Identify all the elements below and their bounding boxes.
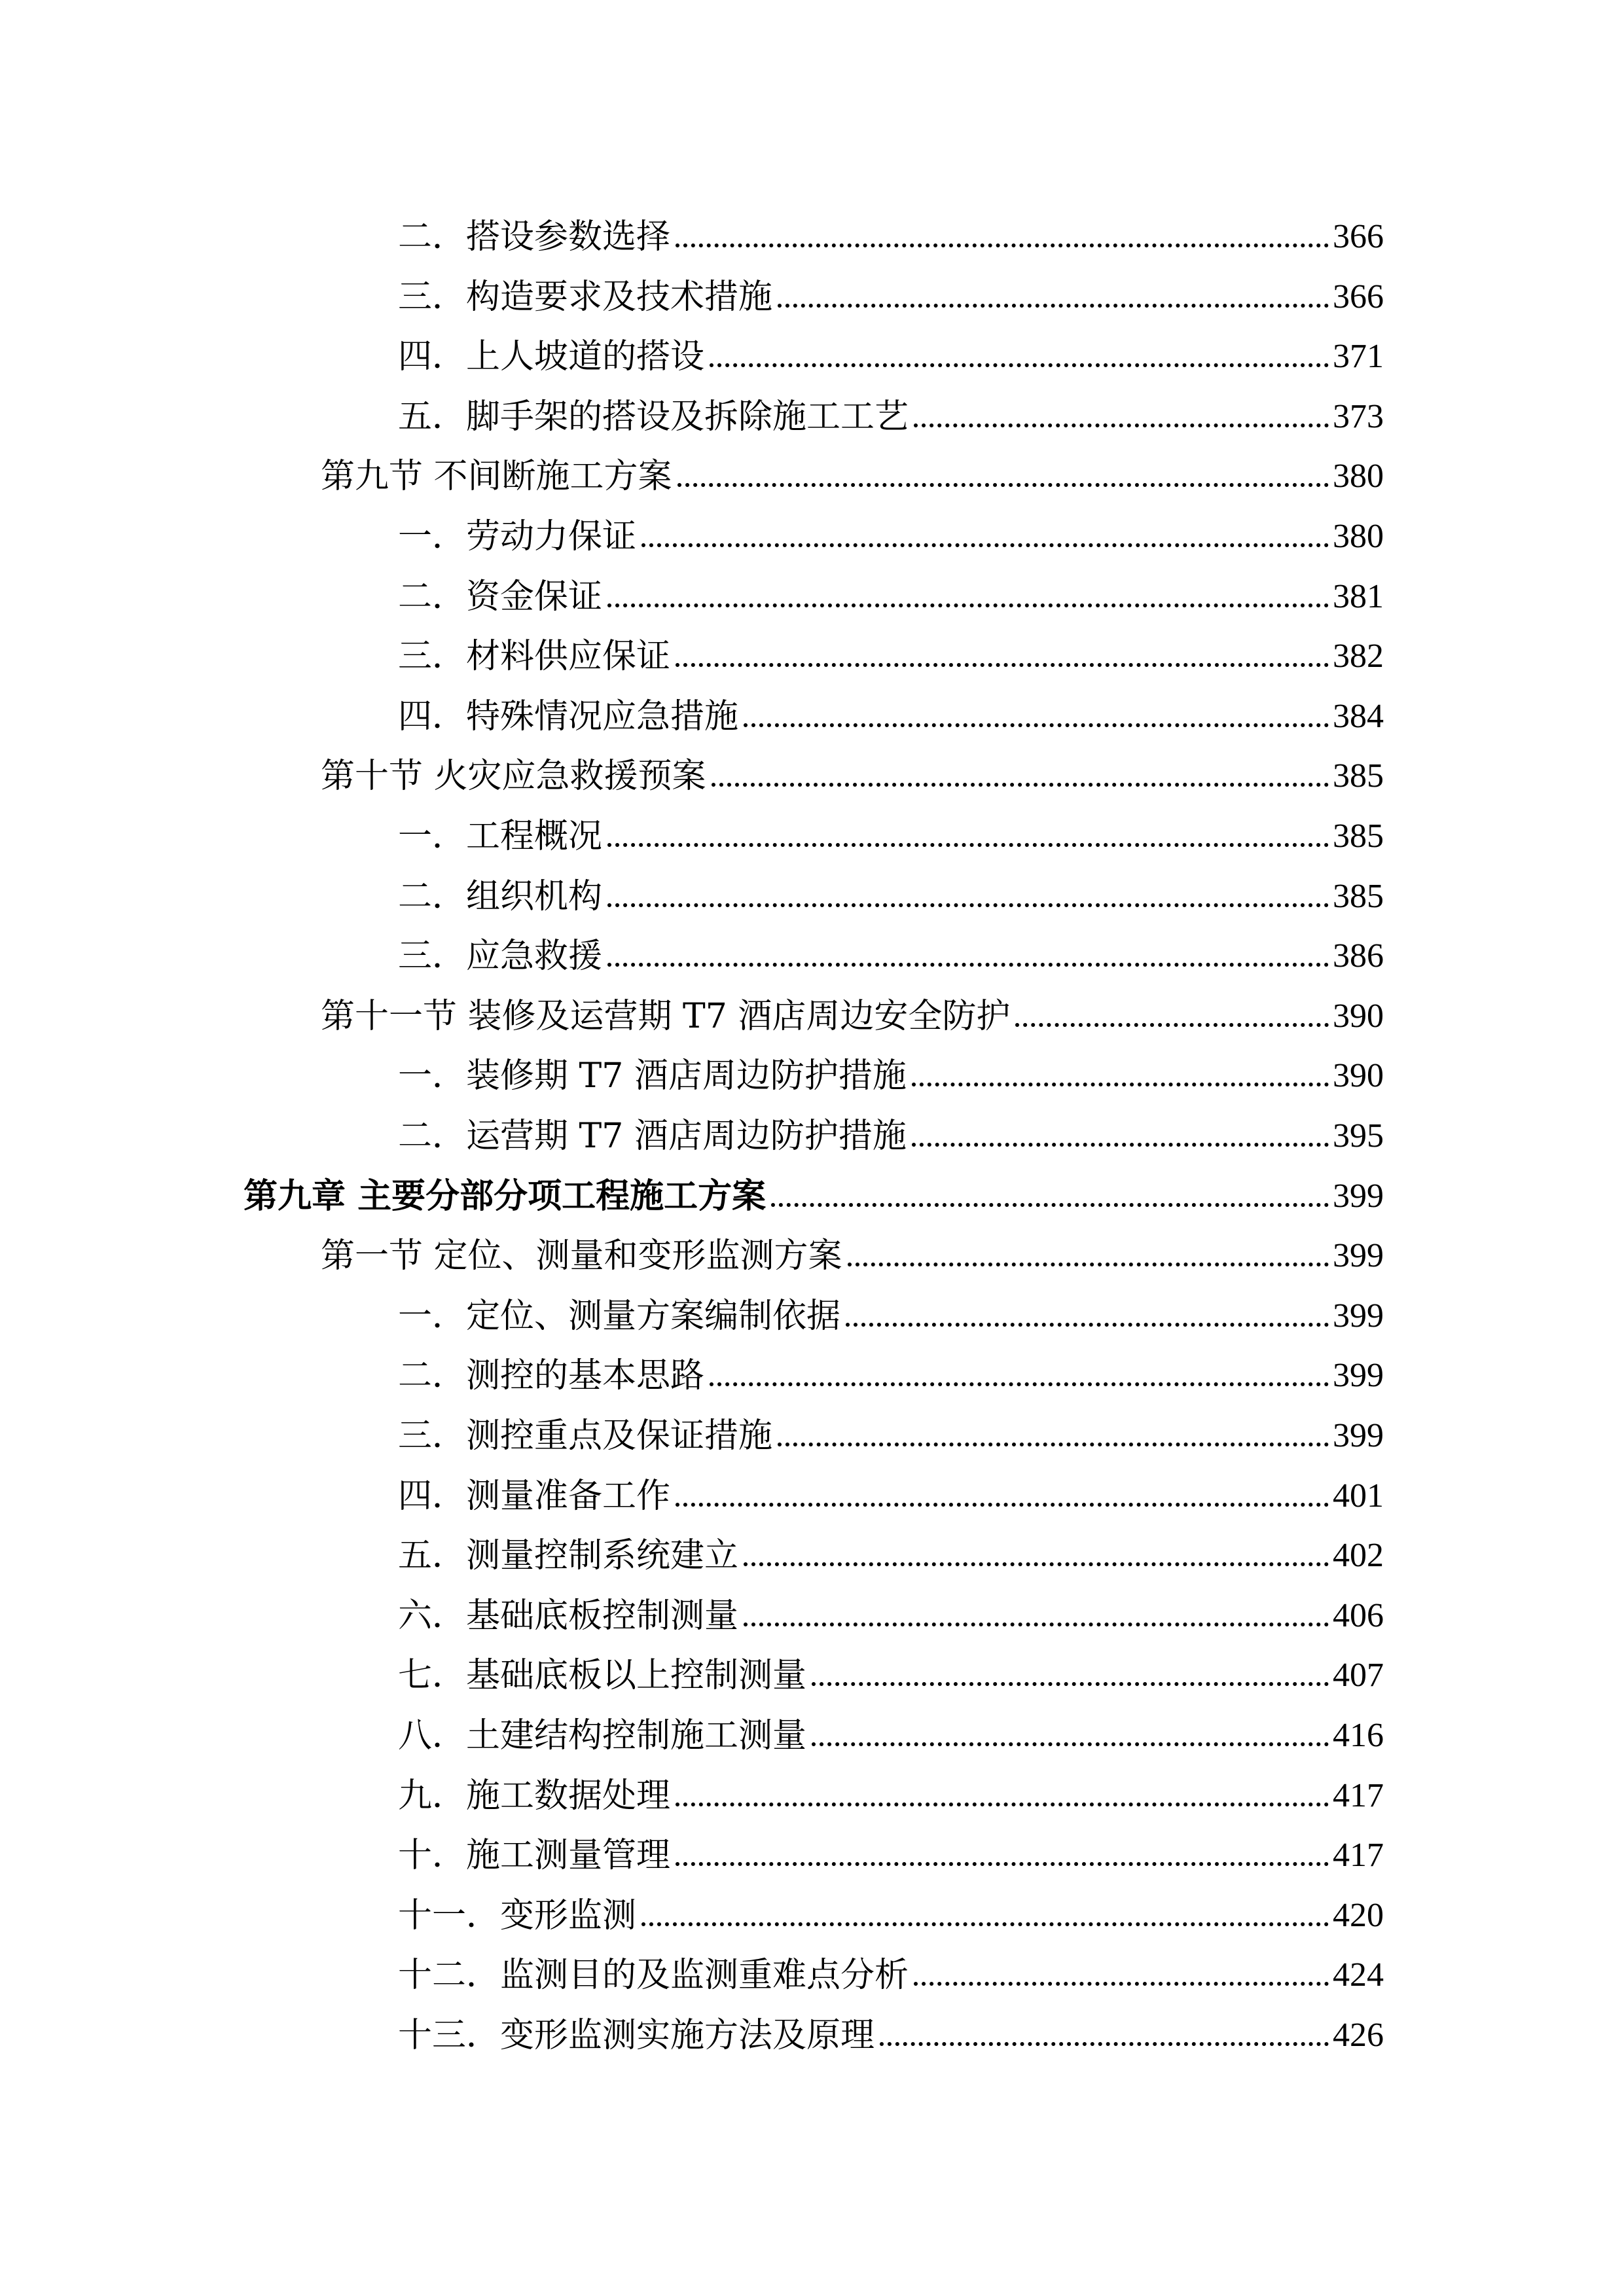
toc-subsection-entry[interactable] — [398, 1342, 1384, 1402]
toc-dot-leader — [710, 1382, 1329, 1386]
toc-dot-leader — [914, 423, 1329, 427]
toc-entry-title: 三．测控重点及保证措施 — [398, 1416, 773, 1456]
toc-entry-title: 第九章 主要分部分项工程施工方案 — [244, 1176, 767, 1216]
toc-subsection-entry[interactable] — [398, 1762, 1384, 1822]
toc-dot-leader — [710, 363, 1329, 367]
toc-page-number: 407 — [1333, 1657, 1384, 1695]
toc-page-number: 390 — [1333, 1057, 1384, 1095]
toc-dot-leader — [676, 1503, 1329, 1507]
toc-dot-leader — [812, 1682, 1329, 1686]
toc-page-number: 373 — [1333, 397, 1384, 435]
toc-page-number: 406 — [1333, 1596, 1384, 1634]
toc-page-number: 381 — [1333, 577, 1384, 615]
toc-dot-leader — [912, 1143, 1329, 1147]
toc-entry-title: 九．施工数据处理 — [398, 1776, 671, 1816]
toc-dot-leader — [676, 1862, 1329, 1866]
toc-entry-title: 一．工程概况 — [398, 817, 603, 856]
toc-entry-title: 七．基础底板以上控制测量 — [398, 1656, 807, 1696]
toc-page-number: 386 — [1333, 937, 1384, 975]
toc-subsection-entry[interactable] — [398, 1641, 1384, 1702]
toc-section-entry[interactable] — [321, 442, 1384, 503]
toc-subsection-entry[interactable] — [398, 203, 1384, 263]
toc-entry-title: 二．测控的基本思路 — [398, 1356, 705, 1396]
toc-section-entry[interactable] — [321, 742, 1384, 802]
toc-page-number: 380 — [1333, 457, 1384, 495]
toc-dot-leader — [641, 1922, 1329, 1926]
toc-subsection-entry[interactable] — [398, 2001, 1384, 2062]
toc-page-number: 385 — [1333, 817, 1384, 855]
toc-dot-leader — [712, 783, 1329, 787]
toc-page-number: 417 — [1333, 1776, 1384, 1814]
toc-subsection-entry[interactable] — [398, 922, 1384, 982]
toc-subsection-entry[interactable] — [398, 863, 1384, 923]
toc-entry-title: 三．构造要求及技术措施 — [398, 277, 773, 317]
toc-subsection-entry[interactable] — [398, 1821, 1384, 1882]
toc-subsection-entry[interactable] — [398, 1042, 1384, 1102]
toc-subsection-entry[interactable] — [398, 1941, 1384, 2001]
toc-dot-leader — [641, 543, 1329, 547]
toc-page-number: 416 — [1333, 1717, 1384, 1754]
toc-entry-title: 十二．监测目的及监测重难点分析 — [398, 1956, 909, 1996]
toc-entry-title: 十一．变形监测 — [398, 1895, 637, 1935]
toc-page-number: 424 — [1333, 1956, 1384, 1994]
toc-page-number: 385 — [1333, 877, 1384, 915]
toc-page-number: 380 — [1333, 518, 1384, 555]
toc-page-number: 420 — [1333, 1896, 1384, 1934]
toc-subsection-entry[interactable] — [398, 1402, 1384, 1462]
toc-dot-leader — [607, 843, 1329, 847]
toc-entry-title: 第十一节 装修及运营期 T7 酒店周边安全防护 — [321, 996, 1011, 1036]
toc-page-number: 390 — [1333, 997, 1384, 1035]
toc-entry-title: 八．土建结构控制施工测量 — [398, 1716, 807, 1755]
toc-dot-leader — [607, 903, 1329, 907]
toc-page-number: 366 — [1333, 278, 1384, 315]
toc-subsection-entry[interactable] — [398, 1462, 1384, 1522]
toc-subsection-entry[interactable] — [398, 1702, 1384, 1762]
toc-page-number: 382 — [1333, 637, 1384, 675]
toc-entry-title: 第九节 不间断施工方案 — [321, 457, 672, 497]
toc-dot-leader — [846, 1323, 1329, 1327]
toc-subsection-entry[interactable] — [398, 1102, 1384, 1162]
toc-entry-title: 二．资金保证 — [398, 577, 603, 617]
toc-entry-title: 四．特殊情况应急措施 — [398, 696, 739, 736]
toc-dot-leader — [744, 723, 1329, 727]
toc-page-number: 402 — [1333, 1537, 1384, 1575]
toc-dot-leader — [912, 1083, 1329, 1086]
toc-dot-leader — [812, 1742, 1329, 1746]
toc-entry-title: 六．基础底板控制测量 — [398, 1596, 739, 1636]
toc-dot-leader — [914, 1982, 1329, 1986]
toc-subsection-entry[interactable] — [398, 323, 1384, 383]
toc-subsection-entry[interactable] — [398, 383, 1384, 443]
toc-dot-leader — [607, 963, 1329, 967]
toc-chapter-entry[interactable] — [244, 1162, 1384, 1223]
toc-subsection-entry[interactable] — [398, 1522, 1384, 1582]
toc-entry-title: 十．施工测量管理 — [398, 1836, 671, 1876]
toc-dot-leader — [676, 243, 1329, 247]
toc-dot-leader — [676, 1803, 1329, 1806]
toc-subsection-entry[interactable] — [398, 263, 1384, 323]
toc-entry-title: 十三．变形监测实施方法及原理 — [398, 2016, 875, 2055]
toc-entry-title: 二．运营期 T7 酒店周边防护措施 — [398, 1117, 907, 1156]
toc-page-number: 371 — [1333, 338, 1384, 376]
toc-subsection-entry[interactable] — [398, 563, 1384, 623]
toc-dot-leader — [676, 663, 1329, 667]
toc-dot-leader — [778, 304, 1329, 308]
toc-subsection-entry[interactable] — [398, 1282, 1384, 1342]
toc-entry-title: 三．材料供应保证 — [398, 637, 671, 677]
toc-section-entry[interactable] — [321, 982, 1384, 1043]
toc-entry-title: 第十节 火灾应急救援预案 — [321, 757, 706, 797]
toc-page-number: 417 — [1333, 1837, 1384, 1874]
toc-dot-leader — [880, 2042, 1329, 2046]
toc-subsection-entry[interactable] — [398, 503, 1384, 563]
toc-entry-title: 四．测量准备工作 — [398, 1476, 671, 1516]
toc-dot-leader — [848, 1263, 1329, 1266]
toc-subsection-entry[interactable] — [398, 1582, 1384, 1642]
toc-page-number: 401 — [1333, 1477, 1384, 1515]
toc-entry-title: 二．组织机构 — [398, 876, 603, 916]
toc-dot-leader — [744, 1562, 1329, 1566]
toc-dot-leader — [607, 603, 1329, 607]
toc-dot-leader — [778, 1443, 1329, 1446]
toc-entry-title: 一．装修期 T7 酒店周边防护措施 — [398, 1056, 907, 1096]
toc-section-entry[interactable] — [321, 1222, 1384, 1282]
toc-entry-title: 一．劳动力保证 — [398, 517, 637, 556]
toc-page-number: 426 — [1333, 2017, 1384, 2054]
toc-subsection-entry[interactable] — [398, 622, 1384, 683]
toc-dot-leader — [1015, 1023, 1329, 1027]
toc-page-number: 399 — [1333, 1297, 1384, 1335]
toc-page-number: 399 — [1333, 1417, 1384, 1454]
toc-entry-title: 二．搭设参数选择 — [398, 217, 671, 257]
toc-entry-title: 五．测量控制系统建立 — [398, 1536, 739, 1576]
toc-subsection-entry[interactable] — [398, 1882, 1384, 1942]
toc-subsection-entry[interactable] — [398, 802, 1384, 863]
toc-page-number: 399 — [1333, 1177, 1384, 1215]
toc-page-number: 399 — [1333, 1357, 1384, 1395]
toc-page-number: 384 — [1333, 697, 1384, 735]
toc-subsection-entry[interactable] — [398, 683, 1384, 743]
toc-entry-title: 三．应急救援 — [398, 937, 603, 977]
toc-entry-title: 五．脚手架的搭设及拆除施工工艺 — [398, 397, 909, 437]
toc-entry-title: 一．定位、测量方案编制依据 — [398, 1296, 841, 1336]
toc-page-number: 399 — [1333, 1237, 1384, 1275]
toc-page-number: 395 — [1333, 1117, 1384, 1155]
toc-dot-leader — [677, 483, 1329, 487]
toc-dot-leader — [744, 1623, 1329, 1626]
toc-dot-leader — [771, 1203, 1329, 1207]
toc-page-number: 366 — [1333, 218, 1384, 255]
toc-entry-title: 四．上人坡道的搭设 — [398, 337, 705, 377]
toc-page-number: 385 — [1333, 757, 1384, 795]
toc-entry-title: 第一节 定位、测量和变形监测方案 — [321, 1236, 842, 1276]
